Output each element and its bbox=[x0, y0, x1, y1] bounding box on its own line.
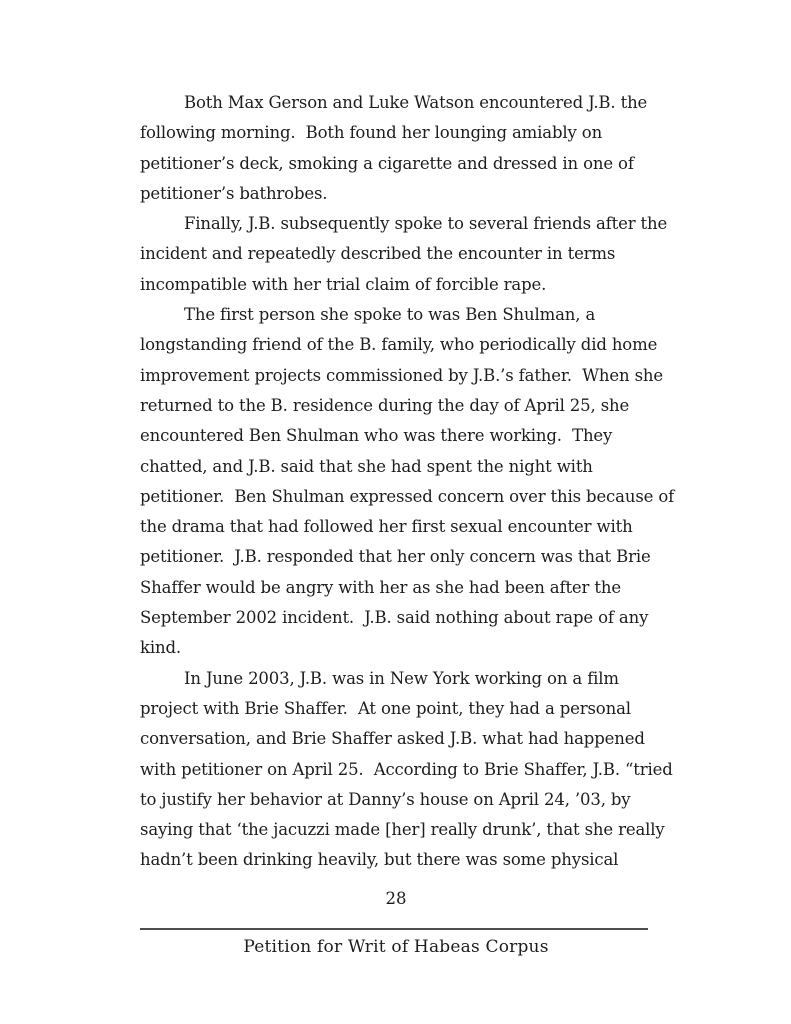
document-line: incompatible with her trial claim of forcible rape. bbox=[140, 274, 547, 294]
page-number: 28 bbox=[385, 888, 407, 908]
document-line: encountered Ben Shulman who was there working. They bbox=[140, 426, 613, 446]
document-line: longstanding friend of the B. family, who periodically did home bbox=[140, 335, 658, 355]
document-line: petitioner’s bathrobes. bbox=[140, 183, 328, 203]
document-line: chatted, and J.B. said that she had spent the night with bbox=[140, 456, 593, 476]
document-line: project with Brie Shaffer. At one point, they had a personal bbox=[140, 698, 631, 718]
document-line: the drama that had followed her first sexual encounter with bbox=[140, 517, 633, 537]
document-line: Both Max Gerson and Luke Watson encountered J.B. the bbox=[184, 93, 648, 112]
document-line: conversation, and Brie Shaffer asked J.B. what had happened bbox=[140, 729, 645, 749]
document-line: with petitioner on April 25. According to Brie Shaffer, J.B. “tried bbox=[140, 759, 673, 779]
footer-rule bbox=[140, 928, 648, 930]
document-line: petitioner. J.B. responded that her only concern was that Brie bbox=[140, 547, 651, 567]
document-line: incident and repeatedly described the encounter in terms bbox=[140, 244, 616, 264]
document-line: kind. bbox=[140, 638, 181, 658]
document-line: petitioner. Ben Shulman expressed concern over this because of bbox=[140, 486, 675, 506]
document-line: In June 2003, J.B. was in New York working on a film bbox=[184, 668, 619, 688]
document-line: saying that ‘the jacuzzi made [her] really drunk’, that she really bbox=[140, 820, 665, 840]
document-line: improvement projects commissioned by J.B.’s father. When she bbox=[140, 365, 663, 385]
document-line: to justify her behavior at Danny’s house on April 24, ’03, by bbox=[140, 789, 631, 809]
footer-title: Petition for Writ of Habeas Corpus bbox=[243, 936, 549, 957]
document-line: following morning. Both found her lounging amiably on bbox=[140, 123, 603, 143]
document-line: petitioner’s deck, smoking a cigarette and dressed in one of bbox=[140, 153, 634, 173]
document-line: Shaffer would be angry with her as she had been after the bbox=[140, 577, 621, 597]
document-line: September 2002 incident. J.B. said nothing about rape of any bbox=[140, 608, 649, 628]
text-block bbox=[140, 88, 675, 960]
document-line: Finally, J.B. subsequently spoke to several friends after the bbox=[184, 214, 668, 234]
document-line: returned to the B. residence during the day of April 25, she bbox=[140, 395, 630, 415]
document-line: The first person she spoke to was Ben Shulman, a bbox=[184, 305, 596, 325]
document-line: hadn’t been drinking heavily, but there was some physical bbox=[140, 850, 619, 870]
